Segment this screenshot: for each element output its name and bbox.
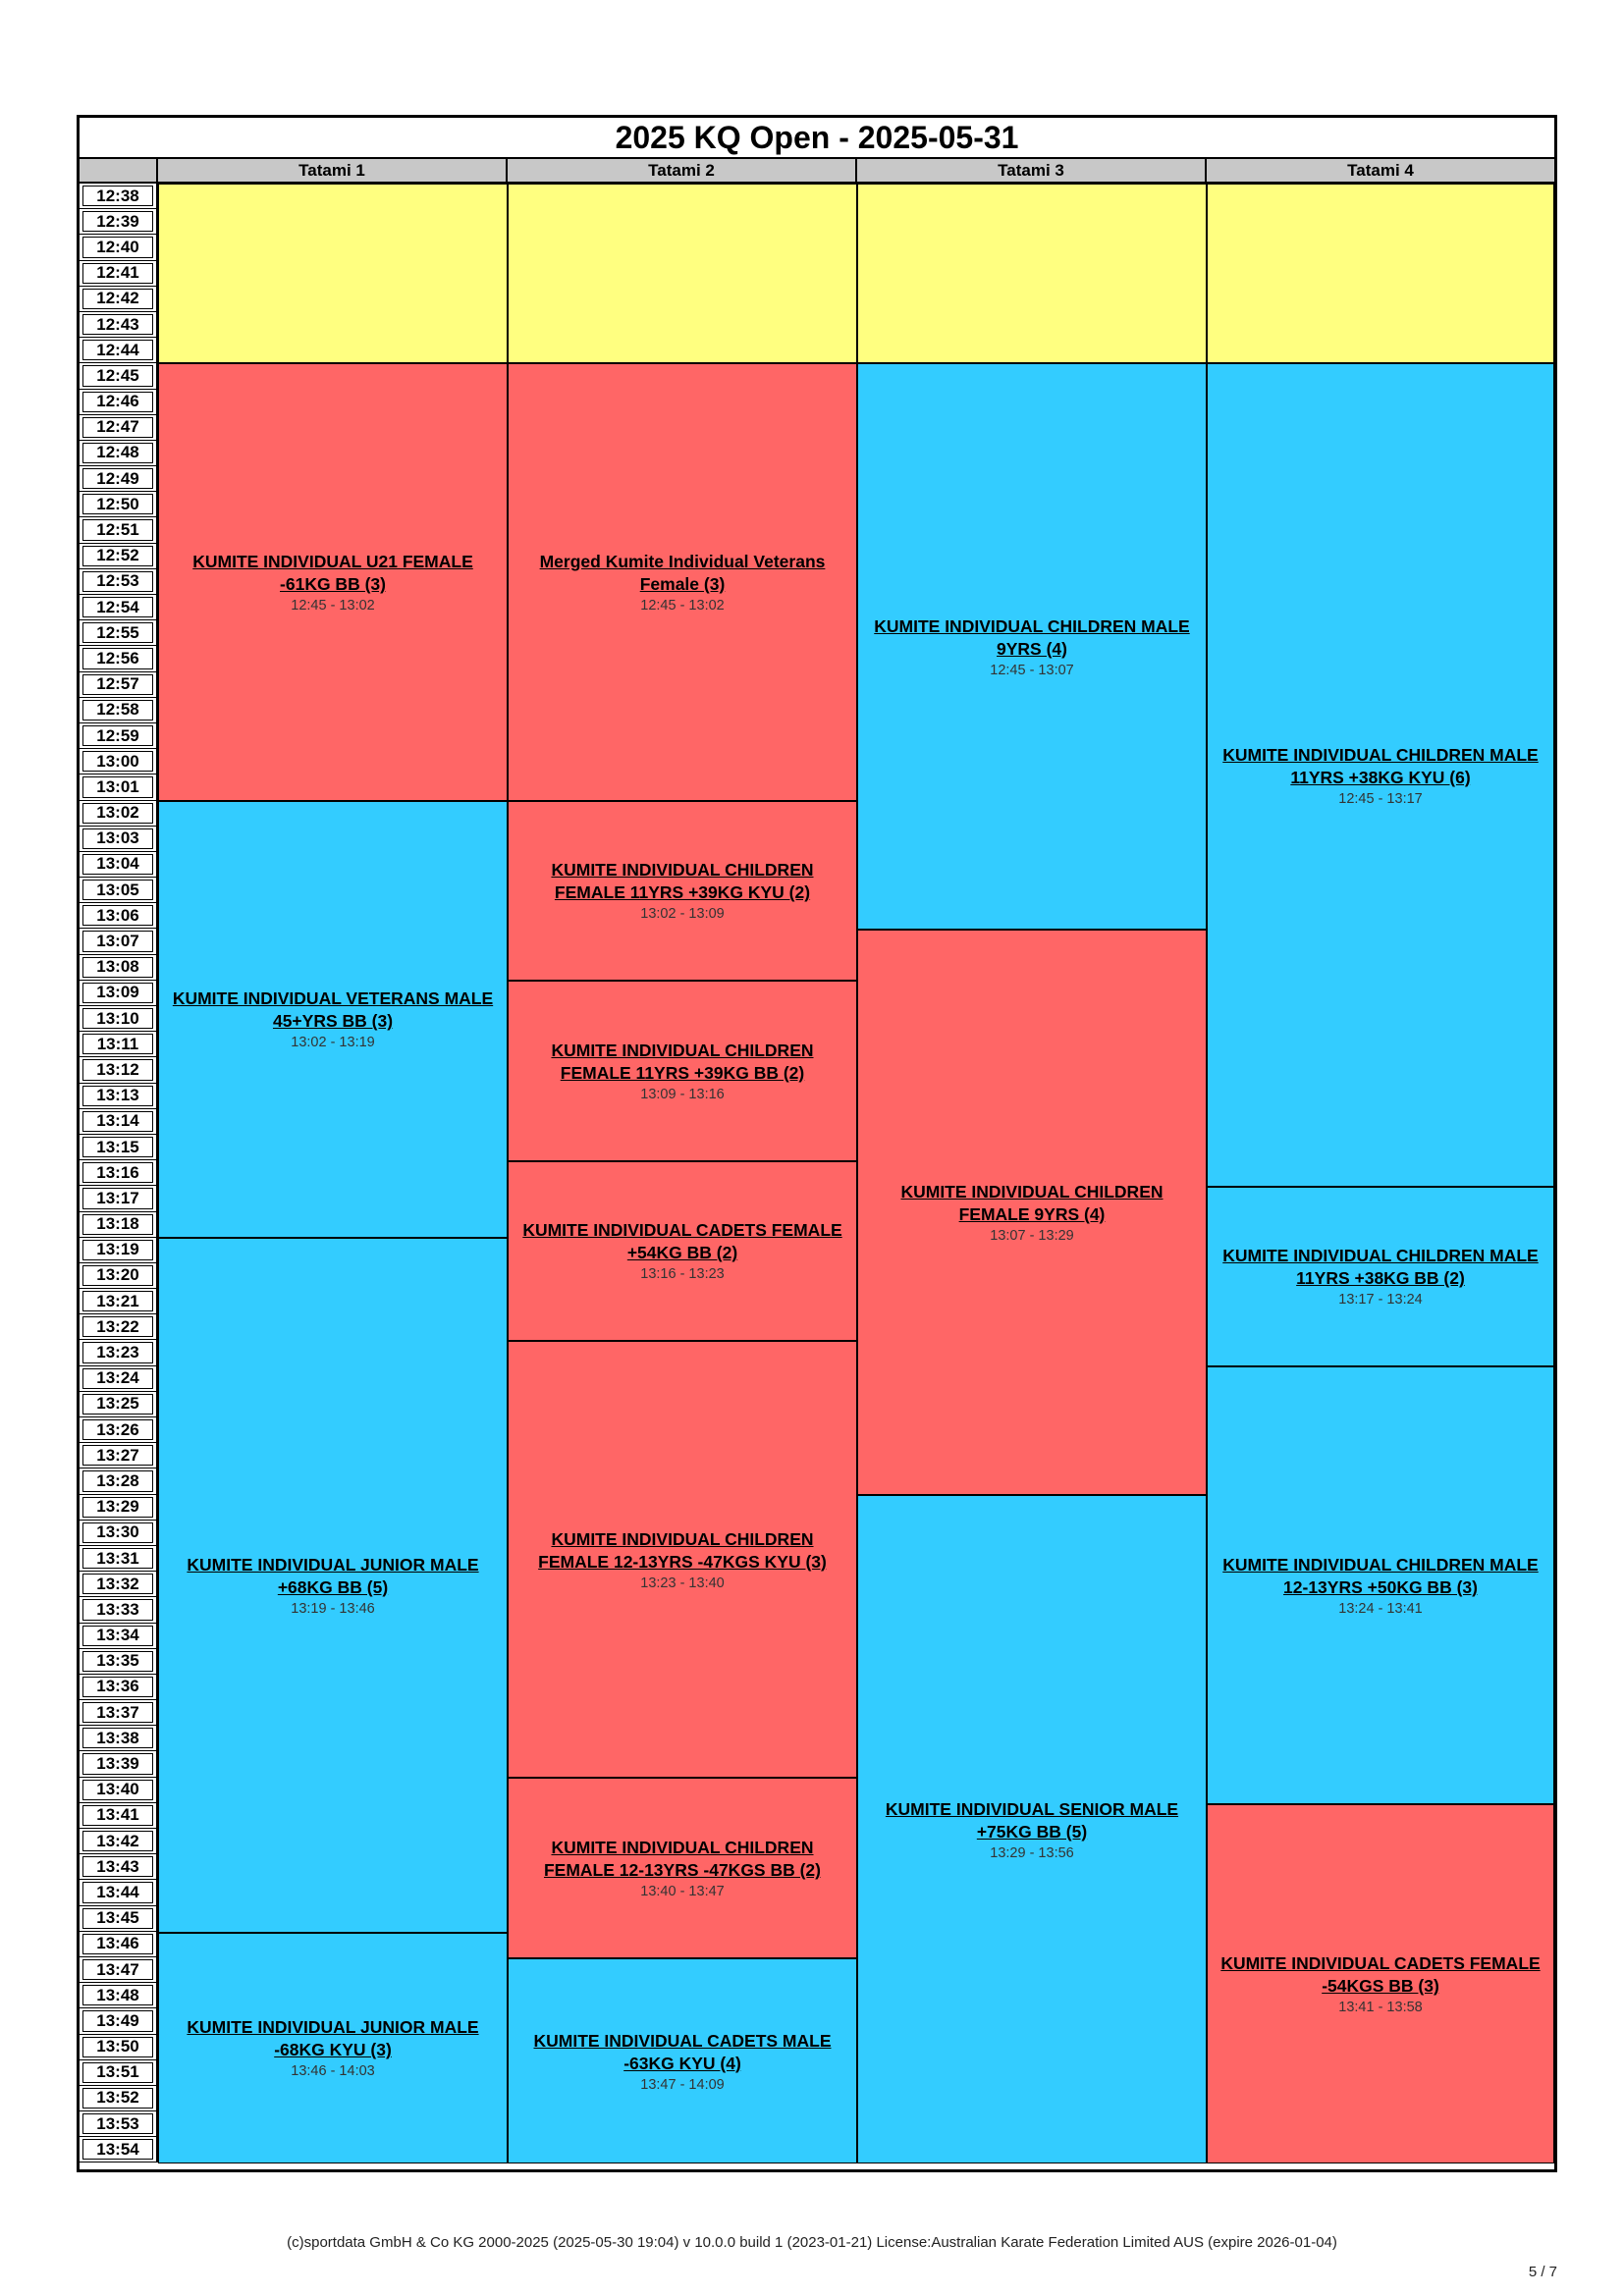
time-slot (80, 1238, 158, 1263)
time-slot (80, 1263, 158, 1289)
time-slot (80, 774, 158, 800)
time-label: 13:33 (82, 1599, 153, 1620)
time-label: 13:13 (82, 1086, 153, 1106)
schedule-block[interactable] (857, 930, 1207, 1495)
time-slot (80, 646, 158, 671)
time-label: 13:03 (82, 828, 153, 849)
category-name-link[interactable]: KUMITE INDIVIDUAL CHILDREN FEMALE 11YRS +39KG BB (2) (551, 1040, 814, 1083)
time-slot (80, 1932, 158, 1957)
time-slot (80, 415, 158, 441)
time-label: 12:44 (82, 340, 153, 360)
schedule-block[interactable] (1207, 1187, 1554, 1366)
time-label: 13:00 (82, 751, 153, 772)
schedule-block[interactable] (1207, 363, 1554, 1186)
time-label: 13:44 (82, 1882, 153, 1902)
schedule-block[interactable] (508, 1161, 857, 1341)
time-slot (80, 1006, 158, 1032)
schedule-block[interactable] (1207, 1804, 1554, 2164)
category-name-link[interactable]: KUMITE INDIVIDUAL CHILDREN MALE 12-13YRS +50KG BB (3) (1222, 1554, 1539, 1597)
time-label: 13:04 (82, 854, 153, 875)
tatami-1-header: Tatami 1 (158, 159, 508, 182)
time-label: 13:31 (82, 1548, 153, 1569)
schedule-block[interactable] (508, 363, 857, 800)
time-slot (80, 261, 158, 287)
time-slot (80, 1495, 158, 1521)
time-slot (80, 1521, 158, 1546)
time-label: 12:39 (82, 211, 153, 232)
time-label: 12:56 (82, 648, 153, 668)
time-slot (80, 1109, 158, 1135)
time-range: 12:45 - 13:02 (640, 598, 725, 614)
tatami-2-header: Tatami 2 (508, 159, 857, 182)
time-label: 13:53 (82, 2113, 153, 2134)
category-name-link[interactable]: KUMITE INDIVIDUAL CHILDREN MALE 11YRS +38KG BB (2) (1222, 1246, 1539, 1289)
time-range: 12:45 - 13:17 (1338, 790, 1423, 807)
schedule-grid (158, 184, 1554, 2169)
time-label: 13:16 (82, 1162, 153, 1183)
time-slot (80, 1957, 158, 1983)
time-slot (80, 723, 158, 749)
time-slot (80, 672, 158, 698)
time-slot (80, 878, 158, 903)
time-slot (80, 1084, 158, 1109)
time-slot (80, 955, 158, 981)
time-slot (80, 903, 158, 929)
time-label: 13:11 (82, 1034, 153, 1054)
time-slot (80, 1829, 158, 1854)
tatami-3-header: Tatami 3 (857, 159, 1207, 182)
schedule-block[interactable] (158, 1238, 508, 1932)
time-label: 13:32 (82, 1574, 153, 1594)
time-slot (80, 1443, 158, 1468)
time-label: 13:27 (82, 1445, 153, 1466)
time-slot (80, 827, 158, 852)
schedule-block[interactable] (857, 363, 1207, 929)
time-slot (80, 620, 158, 646)
time-slot (80, 184, 158, 209)
time-range: 13:29 - 13:56 (990, 1844, 1074, 1861)
time-label: 12:50 (82, 494, 153, 514)
time-label: 13:24 (82, 1368, 153, 1389)
time-label: 13:21 (82, 1291, 153, 1311)
category-name-link[interactable]: Merged Kumite Individual Veterans Female (3) (539, 552, 826, 595)
time-label: 13:08 (82, 957, 153, 978)
category-name-link[interactable]: KUMITE INDIVIDUAL CADETS FEMALE +54KG BB (2) (522, 1220, 842, 1263)
time-label: 13:34 (82, 1626, 153, 1646)
time-slot (80, 1468, 158, 1494)
time-label: 13:19 (82, 1240, 153, 1260)
time-label: 13:22 (82, 1316, 153, 1337)
time-slot (80, 1160, 158, 1186)
time-label: 12:47 (82, 417, 153, 438)
category-name-link[interactable]: KUMITE INDIVIDUAL CHILDREN FEMALE 11YRS +39KG KYU (2) (551, 860, 814, 903)
time-label: 12:48 (82, 443, 153, 463)
category-name-link[interactable]: KUMITE INDIVIDUAL JUNIOR MALE +68KG BB (5) (187, 1554, 479, 1597)
time-range: 13:40 - 13:47 (640, 1884, 725, 1900)
time-range: 13:23 - 13:40 (640, 1575, 725, 1591)
tatami-4-header: Tatami 4 (1207, 159, 1554, 182)
time-slot (80, 209, 158, 235)
time-label: 13:41 (82, 1805, 153, 1826)
time-slot (80, 235, 158, 260)
time-slot (80, 2137, 158, 2163)
schedule-table (77, 115, 1557, 2172)
category-name-link[interactable]: KUMITE INDIVIDUAL JUNIOR MALE -68KG KYU (3) (187, 2017, 479, 2060)
category-name-link[interactable]: KUMITE INDIVIDUAL CHILDREN MALE 11YRS +38KG KYU (6) (1222, 744, 1539, 787)
time-label: 13:10 (82, 1008, 153, 1029)
time-slot (80, 1983, 158, 2008)
schedule-block[interactable] (508, 1778, 857, 1957)
time-label: 12:45 (82, 365, 153, 386)
time-label: 13:18 (82, 1214, 153, 1235)
time-label: 12:55 (82, 622, 153, 643)
time-slot (80, 441, 158, 466)
time-label: 13:29 (82, 1497, 153, 1518)
time-label: 13:28 (82, 1470, 153, 1491)
time-label: 13:12 (82, 1059, 153, 1080)
time-label: 13:37 (82, 1702, 153, 1723)
time-label: 12:52 (82, 546, 153, 566)
time-label: 13:52 (82, 2088, 153, 2109)
schedule-block[interactable] (508, 1341, 857, 1778)
time-range: 13:16 - 13:23 (640, 1266, 725, 1283)
schedule-block[interactable] (158, 801, 508, 1238)
time-range: 13:24 - 13:41 (1338, 1600, 1423, 1617)
time-label: 12:49 (82, 468, 153, 489)
time-slot (80, 2111, 158, 2137)
time-slot (80, 1186, 158, 1211)
time-label: 13:25 (82, 1394, 153, 1415)
tatami-header-row (80, 159, 1554, 184)
time-label: 13:01 (82, 776, 153, 797)
time-slot (80, 595, 158, 620)
time-slot (80, 312, 158, 338)
time-slot (80, 1751, 158, 1777)
schedule-block[interactable] (508, 1958, 857, 2164)
empty-slot-block (1207, 184, 1554, 363)
category-name-link[interactable]: KUMITE INDIVIDUAL CHILDREN FEMALE 9YRS (4) (900, 1181, 1164, 1224)
empty-slot-block (508, 184, 857, 363)
time-slot (80, 1880, 158, 1905)
time-label: 12:43 (82, 314, 153, 335)
time-slot (80, 1803, 158, 1829)
time-slot (80, 1597, 158, 1623)
time-label: 13:14 (82, 1111, 153, 1132)
time-label: 12:51 (82, 519, 153, 540)
footer-license: (c)sportdata GmbH & Co KG 2000-2025 (2025-05-30 19:04) v 10.0.0 build 1 (2023-01-21) License:Australian Karate Federation Limited AUS (expire 2026-01-04) (287, 2234, 1337, 2251)
time-label: 13:38 (82, 1728, 153, 1748)
time-label: 13:47 (82, 1959, 153, 1980)
time-slot (80, 1649, 158, 1675)
time-range: 12:45 - 13:02 (291, 598, 375, 614)
time-slot (80, 1726, 158, 1751)
time-slot (80, 1572, 158, 1597)
time-slot (80, 1135, 158, 1160)
time-range: 12:45 - 13:07 (990, 662, 1074, 678)
time-slot (80, 1700, 158, 1726)
schedule-block[interactable] (1207, 1366, 1554, 1803)
time-slot (80, 1057, 158, 1083)
time-slot (80, 749, 158, 774)
time-label: 13:35 (82, 1651, 153, 1672)
time-range: 13:41 - 13:58 (1338, 1999, 1423, 2015)
time-label: 13:39 (82, 1753, 153, 1774)
time-slot (80, 981, 158, 1006)
time-label: 13:23 (82, 1342, 153, 1362)
time-slot (80, 1906, 158, 1932)
time-slot (80, 2086, 158, 2111)
time-slot (80, 801, 158, 827)
time-label: 13:49 (82, 2010, 153, 2031)
time-label: 13:43 (82, 1856, 153, 1877)
time-slot (80, 287, 158, 312)
time-slot (80, 363, 158, 389)
header-corner (80, 159, 158, 182)
time-label: 12:41 (82, 263, 153, 284)
category-name-link[interactable]: KUMITE INDIVIDUAL CHILDREN FEMALE 12-13YRS -47KGS BB (2) (543, 1838, 821, 1881)
time-slot (80, 698, 158, 723)
time-label: 13:54 (82, 2139, 153, 2160)
time-label: 12:40 (82, 237, 153, 257)
time-label: 13:09 (82, 983, 153, 1003)
page-number: 5 / 7 (1528, 2264, 1557, 2280)
time-label: 13:20 (82, 1265, 153, 1286)
time-range: 13:19 - 13:46 (291, 1600, 375, 1617)
time-range: 13:07 - 13:29 (990, 1227, 1074, 1244)
time-label: 12:58 (82, 700, 153, 721)
time-slot (80, 2060, 158, 2086)
time-label: 12:42 (82, 289, 153, 309)
time-slot (80, 1212, 158, 1238)
empty-slot-block (158, 184, 508, 363)
time-slot (80, 929, 158, 954)
time-label: 13:30 (82, 1522, 153, 1543)
time-range: 13:09 - 13:16 (640, 1086, 725, 1102)
time-label: 13:45 (82, 1908, 153, 1929)
time-slot (80, 1675, 158, 1700)
category-name-link[interactable]: KUMITE INDIVIDUAL CADETS FEMALE -54KGS BB (3) (1220, 1952, 1541, 1996)
time-slot (80, 1854, 158, 1880)
time-label: 13:17 (82, 1188, 153, 1208)
category-name-link[interactable]: KUMITE INDIVIDUAL CADETS MALE -63KG KYU (4) (533, 2030, 832, 2073)
time-slot (80, 569, 158, 595)
time-label: 12:53 (82, 571, 153, 592)
schedule-block[interactable] (508, 801, 857, 981)
time-label: 13:26 (82, 1419, 153, 1440)
time-label: 13:15 (82, 1137, 153, 1157)
empty-slot-block (857, 184, 1207, 363)
time-label: 12:57 (82, 674, 153, 695)
time-range: 13:47 - 14:09 (640, 2076, 725, 2093)
time-slot (80, 466, 158, 492)
time-range: 13:46 - 14:03 (291, 2063, 375, 2080)
category-name-link[interactable]: KUMITE INDIVIDUAL SENIOR MALE +75KG BB (5) (885, 1798, 1179, 1842)
time-label: 13:02 (82, 803, 153, 824)
time-slot (80, 338, 158, 363)
schedule-block[interactable] (857, 1495, 1207, 2163)
time-label: 13:05 (82, 880, 153, 900)
time-label: 13:50 (82, 2037, 153, 2057)
time-slot (80, 544, 158, 569)
time-slot (80, 2008, 158, 2034)
time-label: 13:06 (82, 905, 153, 926)
time-column (80, 184, 158, 2163)
time-slot (80, 1417, 158, 1443)
schedule-block[interactable] (508, 981, 857, 1160)
time-label: 13:51 (82, 2062, 153, 2083)
time-slot (80, 1314, 158, 1340)
time-label: 12:46 (82, 392, 153, 412)
time-slot (80, 390, 158, 415)
time-slot (80, 1546, 158, 1572)
time-label: 12:54 (82, 597, 153, 617)
category-name-link[interactable]: KUMITE INDIVIDUAL CHILDREN FEMALE 12-13YRS -47KGS KYU (3) (538, 1528, 827, 1572)
time-slot (80, 492, 158, 517)
time-label: 13:36 (82, 1677, 153, 1697)
time-slot (80, 517, 158, 543)
schedule-block[interactable] (158, 363, 508, 800)
category-name-link[interactable]: KUMITE INDIVIDUAL VETERANS MALE 45+YRS BB (3) (172, 988, 494, 1032)
schedule-block[interactable] (158, 1933, 508, 2164)
time-slot (80, 1289, 158, 1314)
time-slot (80, 1392, 158, 1417)
time-range: 13:02 - 13:09 (640, 906, 725, 923)
time-label: 13:40 (82, 1780, 153, 1800)
category-name-link[interactable]: KUMITE INDIVIDUAL CHILDREN MALE 9YRS (4) (874, 615, 1190, 659)
time-label: 13:48 (82, 1985, 153, 2005)
time-slot (80, 2035, 158, 2060)
time-label: 13:42 (82, 1831, 153, 1851)
time-slot (80, 1624, 158, 1649)
time-slot (80, 1366, 158, 1392)
time-slot (80, 852, 158, 878)
time-label: 13:46 (82, 1934, 153, 1954)
time-label: 12:59 (82, 725, 153, 746)
time-label: 12:38 (82, 186, 153, 206)
time-range: 13:02 - 13:19 (291, 1035, 375, 1051)
time-slot (80, 1778, 158, 1803)
time-label: 13:07 (82, 931, 153, 951)
time-range: 13:17 - 13:24 (1338, 1292, 1423, 1308)
time-slot (80, 1340, 158, 1365)
category-name-link[interactable]: KUMITE INDIVIDUAL U21 FEMALE -61KG BB (3) (192, 552, 473, 595)
time-slot (80, 1032, 158, 1057)
schedule-title: 2025 KQ Open - 2025-05-31 (80, 118, 1554, 159)
